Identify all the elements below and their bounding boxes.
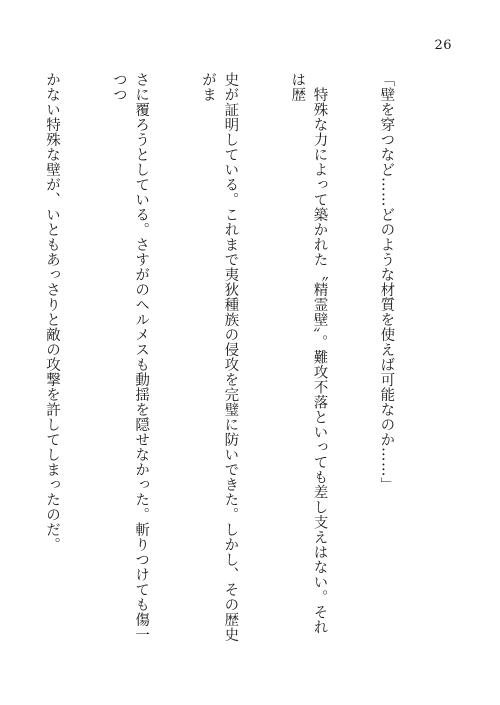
text-line: 史が証明している。これまで夷狄種族の侵攻を完璧に防いできた。しかし、その歴史がま <box>200 72 239 642</box>
page-number: 26 <box>434 38 452 53</box>
body-text <box>0 72 442 642</box>
text-line: さに覆ろうとしている。さすがのヘルメスも動揺を隠せなかった。斬りつけても傷一つつ <box>110 72 150 642</box>
text-line: 「壁を穿つなど……どのような材質を使えば可能なのか……」 <box>378 72 395 492</box>
text-line: 特殊な力によって築かれた〝精霊壁〟。難攻不落といっても差し支えはない。それは歴 <box>289 72 328 635</box>
text-line: かない特殊な壁が、いともあっさりと敵の攻撃を許してしまったのだ。 <box>43 72 60 552</box>
